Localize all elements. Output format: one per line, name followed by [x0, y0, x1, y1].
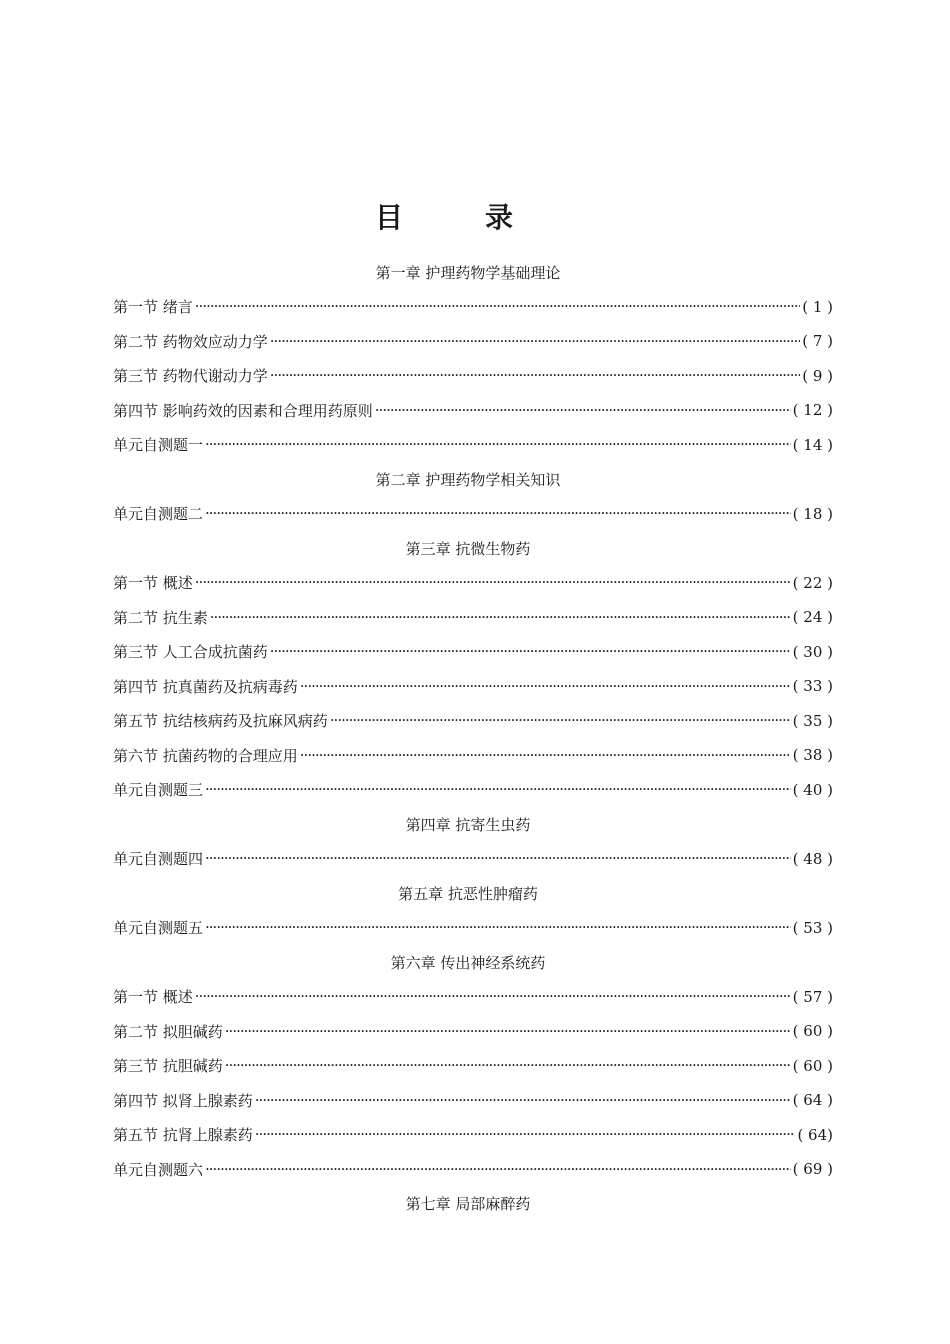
toc-entry	[113, 497, 833, 532]
toc-page-number: ( 22 )	[792, 573, 833, 592]
dot-leader	[225, 1058, 791, 1073]
chapter-heading: 第二章 护理药物学相关知识	[375, 470, 561, 489]
toc-entry	[113, 1118, 833, 1153]
title-char-1: 目	[374, 201, 405, 234]
toc-entry-label: 第四节 拟肾上腺素药	[113, 1091, 253, 1110]
dot-leader	[205, 851, 791, 866]
title-char-2: 录	[485, 201, 516, 234]
toc-entry-label: 第一节 绪言	[113, 298, 193, 317]
toc-entry	[113, 359, 833, 394]
dot-leader	[270, 334, 800, 349]
toc-page-number: ( 64 )	[792, 1091, 833, 1110]
toc-entry	[113, 980, 833, 1015]
dot-leader	[205, 920, 791, 935]
toc-entry	[113, 290, 833, 325]
dot-leader	[375, 403, 791, 418]
toc-entry-label: 第五节 抗肾上腺素药	[113, 1126, 253, 1145]
toc-page-number: ( 12 )	[792, 401, 833, 420]
dot-leader	[255, 1127, 796, 1142]
dot-leader	[300, 679, 791, 694]
toc-entry-label: 第一节 概述	[113, 988, 193, 1007]
toc-page-number: ( 69 )	[792, 1160, 833, 1179]
toc-entry	[113, 1049, 833, 1084]
toc-entry	[113, 1083, 833, 1118]
toc-entry	[113, 842, 833, 877]
toc-page-number: ( 57 )	[792, 987, 833, 1006]
toc-entry	[113, 669, 833, 704]
toc-entry-label: 第一节 概述	[113, 574, 193, 593]
toc-entry-label: 单元自测题四	[113, 850, 204, 869]
toc-entry	[113, 324, 833, 359]
toc-entry	[113, 635, 833, 670]
toc-entry-label: 单元自测题二	[113, 505, 204, 524]
toc-entry-label: 第二节 抗生素	[113, 608, 208, 627]
toc-entry	[113, 1152, 833, 1187]
toc-entry-label: 第三节 抗胆碱药	[113, 1057, 223, 1076]
toc-entry-label: 单元自测题一	[113, 436, 204, 455]
dot-leader	[205, 437, 791, 452]
toc-entry	[113, 566, 833, 601]
toc-page-number: ( 14 )	[792, 435, 833, 454]
toc-entry	[113, 738, 833, 773]
toc-entry-label: 单元自测题六	[113, 1160, 204, 1179]
toc-entry	[113, 428, 833, 463]
dot-leader	[255, 1093, 791, 1108]
toc-page-number: ( 7 )	[802, 332, 833, 351]
toc-entry	[113, 911, 833, 946]
dot-leader	[330, 713, 791, 728]
toc-entry-label: 第六节 抗菌药物的合理应用	[113, 746, 298, 765]
dot-leader	[210, 610, 791, 625]
toc-entry-label: 第四节 影响药效的因素和合理用药原则	[113, 401, 373, 420]
toc-page-number: ( 60 )	[792, 1022, 833, 1041]
toc-entry-label: 单元自测题五	[113, 919, 204, 938]
chapter-heading: 第四章 抗寄生虫药	[405, 815, 531, 834]
toc-entry-label: 第三节 药物代谢动力学	[113, 367, 268, 386]
dot-leader	[270, 368, 800, 383]
toc-page-number: ( 48 )	[792, 849, 833, 868]
toc-entry	[113, 393, 833, 428]
toc-entry	[113, 1014, 833, 1049]
toc-page-number: ( 24 )	[792, 608, 833, 627]
toc-page-number: ( 60 )	[792, 1056, 833, 1075]
dot-leader	[225, 1024, 791, 1039]
toc-page-number: ( 9 )	[802, 366, 833, 385]
dot-leader	[195, 989, 791, 1004]
toc-entry-label: 第二节 药物效应动力学	[113, 332, 268, 351]
dot-leader	[195, 299, 800, 314]
dot-leader	[300, 748, 791, 763]
toc-entry	[113, 600, 833, 635]
toc-page-number: ( 38 )	[792, 746, 833, 765]
chapter-heading: 第三章 抗微生物药	[405, 539, 531, 558]
table-of-contents	[113, 255, 833, 1221]
chapter-heading: 第六章 传出神经系统药	[390, 953, 546, 972]
dot-leader	[195, 575, 791, 590]
page-title	[0, 196, 890, 236]
toc-page-number: ( 53 )	[792, 918, 833, 937]
chapter-heading: 第七章 局部麻醉药	[405, 1195, 531, 1214]
toc-entry-label: 第二节 拟胆碱药	[113, 1022, 223, 1041]
toc-entry	[113, 704, 833, 739]
toc-page-number: ( 30 )	[792, 642, 833, 661]
dot-leader	[205, 506, 791, 521]
toc-page-number: ( 64)	[797, 1125, 833, 1144]
toc-page-number: ( 40 )	[792, 780, 833, 799]
toc-page-number: ( 35 )	[792, 711, 833, 730]
chapter-heading: 第五章 抗恶性肿瘤药	[398, 884, 538, 903]
dot-leader	[270, 644, 791, 659]
dot-leader	[205, 1162, 791, 1177]
toc-page-number: ( 1 )	[802, 297, 833, 316]
toc-entry-label: 第四节 抗真菌药及抗病毒药	[113, 677, 298, 696]
chapter-heading: 第一章 护理药物学基础理论	[375, 263, 561, 282]
toc-entry	[113, 773, 833, 808]
dot-leader	[205, 782, 791, 797]
toc-entry-label: 第三节 人工合成抗菌药	[113, 643, 268, 662]
toc-entry-label: 第五节 抗结核病药及抗麻风病药	[113, 712, 328, 731]
toc-page-number: ( 33 )	[792, 677, 833, 696]
toc-page-number: ( 18 )	[792, 504, 833, 523]
toc-entry-label: 单元自测题三	[113, 781, 204, 800]
